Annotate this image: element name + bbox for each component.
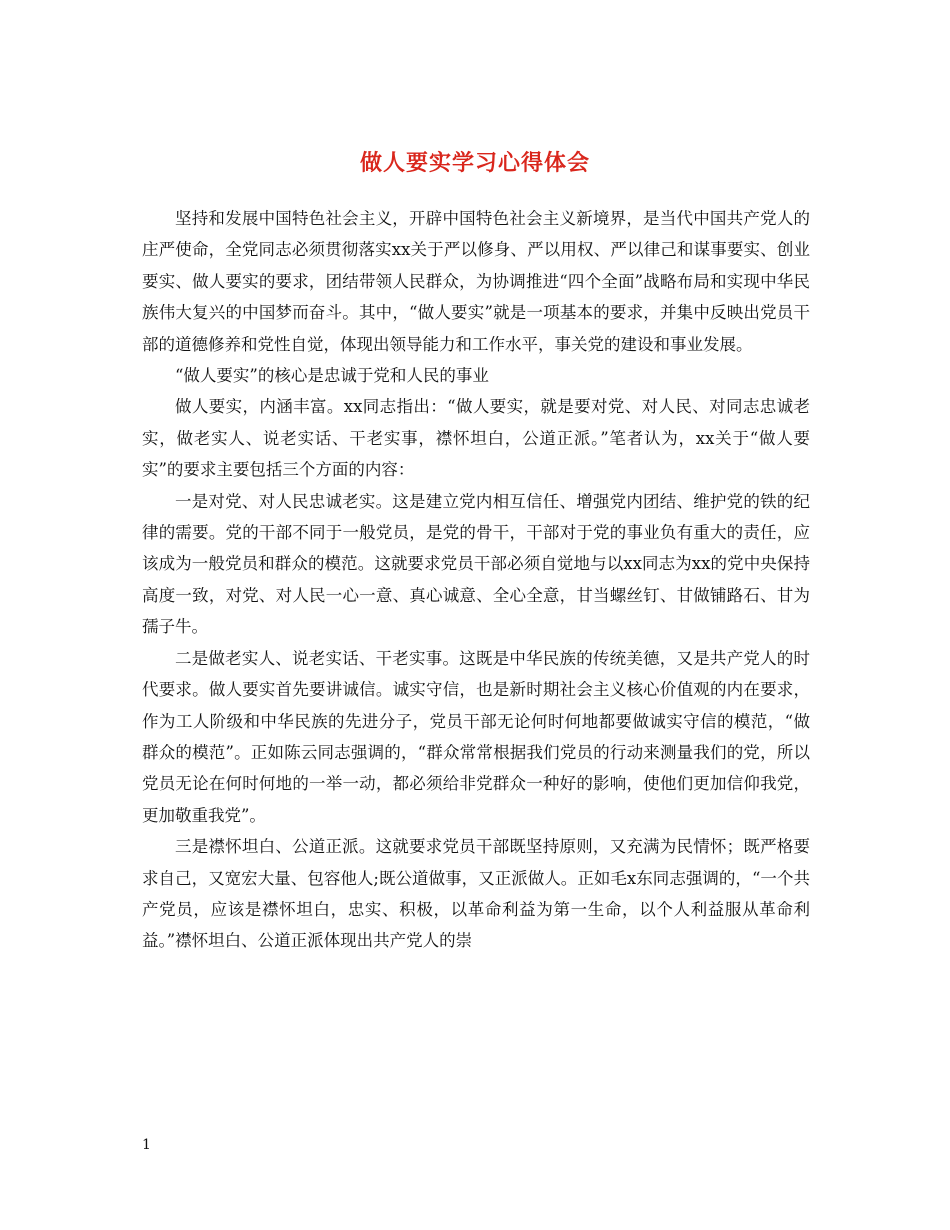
page-number: 1 xyxy=(142,1137,151,1153)
paragraph-intro: 坚持和发展中国特色社会主义，开辟中国特色社会主义新境界，是当代中国共产党人的庄严使命，全党同志必须贯彻落实xx关于严以修身、严以用权、严以律己和谋事要实、创业要实、做人要实的要求，团结带领人民群众，为协调推进“四个全面”战略布局和实现中华民族伟大复兴的中国梦而奋斗。其中，“做人要实”就是一项基本的要求，并集中反映出党员干部的道德修养和党性自觉，体现出领导能力和工作水平，事关党的建设和事业发展。 xyxy=(142,209,810,354)
paragraph-meaning: 做人要实，内涵丰富。xx同志指出：“做人要实，就是要对党、对人民、对同志忠诚老实，做老实人、说老实话、干老实事，襟怀坦白，公道正派。”笔者认为，xx关于“做人要实”的要求主要包括三个方面的内容： xyxy=(142,397,810,480)
paragraph-point-two: 二是做老实人、说老实话、干老实事。这既是中华民族的传统美德，又是共产党人的时代要求。做人要实首先要讲诚信。诚实守信，也是新时期社会主义核心价值观的内在要求，作为工人阶级和中华民族的先进分子，党员干部无论何时何地都要做诚实守信的模范，“做群众的模范”。正如陈云同志强调的，“群众常常根据我们党员的行动来测量我们的党，所以党员无论在何时何地的一举一动，都必须给非党群众一种好的影响，使他们更加信仰我党，更加敬重我党”。 xyxy=(142,648,810,825)
document-body xyxy=(142,203,810,957)
document-title: 做人要实学习心得体会 xyxy=(359,149,590,176)
section-heading: “做人要实”的核心是忠诚于党和人民的事业 xyxy=(175,366,489,386)
paragraph-point-three: 三是襟怀坦白、公道正派。这就要求党员干部既坚持原则，又充满为民情怀；既严格要求自己，又宽宏大量、包容他人;既公道做事，又正派做人。正如毛x东同志强调的，“一个共产党员，应该是襟怀坦白，忠实、积极，以革命利益为第一生命，以个人利益服从革命利益。”襟怀坦白、公道正派体现出共产党人的崇 xyxy=(142,837,810,951)
paragraph-point-one: 一是对党、对人民忠诚老实。这是建立党内相互信任、增强党内团结、维护党的铁的纪律的需要。党的干部不同于一般党员，是党的骨干，干部对于党的事业负有重大的责任，应该成为一般党员和群众的模范。这就要求党员干部必须自觉地与以xx同志为xx的党中央保持高度一致，对党、对人民一心一意、真心诚意、全心全意，甘当螺丝钉、甘做铺路石、甘为孺子牛。 xyxy=(142,491,810,637)
